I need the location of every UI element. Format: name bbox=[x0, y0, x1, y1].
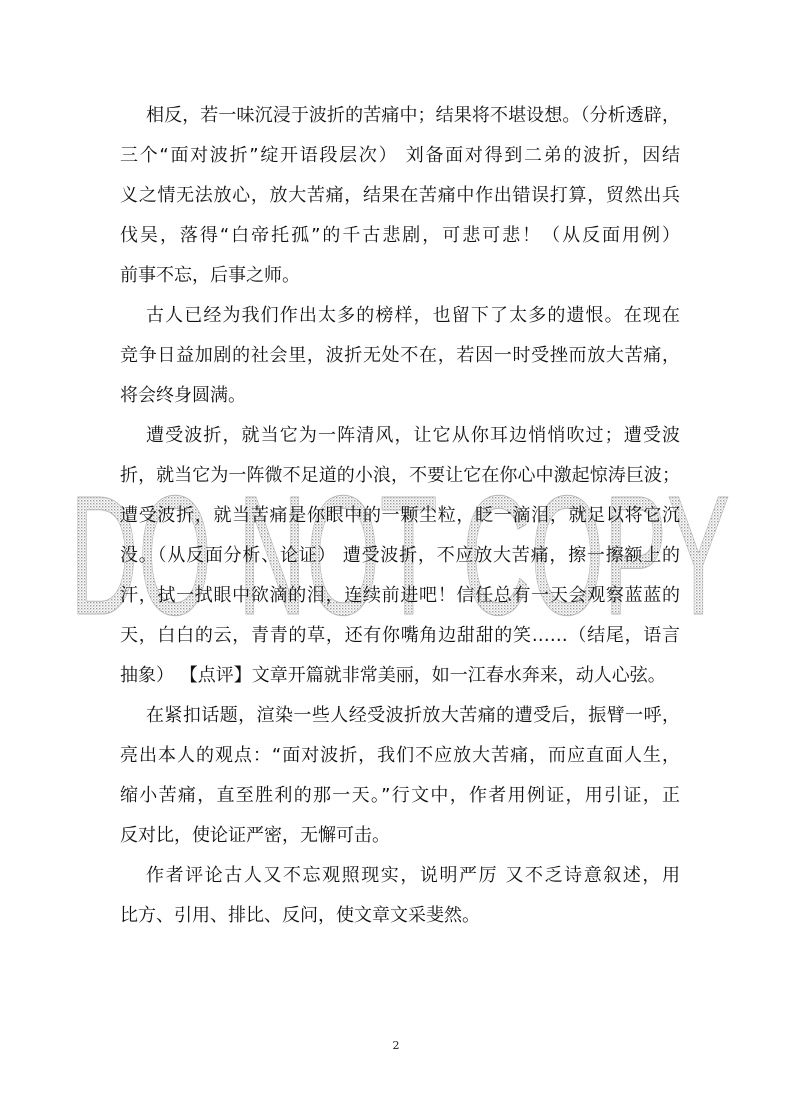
text-line: 遭受波折，就当苦痛是你眼中的一颗尘粒，眨一滴泪，就足以将它沉 bbox=[120, 505, 680, 526]
text-line: 将会终身圆满。 bbox=[120, 385, 246, 406]
text-line: 竞争日益加剧的社会里，波折无处不在，若因一时受挫而放大苦痛， bbox=[120, 345, 680, 366]
text-line: 折，就当它为一阵微不足道的小浪，不要让它在你心中激起惊涛巨波； bbox=[120, 465, 680, 486]
text-line: 在紧扣话题，渲染一些人经受波折放大苦痛的遭受后，振臂一呼， bbox=[146, 705, 680, 726]
watermark-text: DO NOT COPY bbox=[70, 482, 730, 632]
text-line: 三个“面对波折”绽开语段层次） 刘备面对得到二弟的波折，因结 bbox=[120, 145, 680, 166]
article-body bbox=[120, 96, 680, 936]
text-line: 前事不忘，后事之师。 bbox=[120, 265, 300, 286]
text-line: 抽象） 【点评】文章开篇就非常美丽，如一江春水奔来，动人心弦。 bbox=[120, 665, 666, 686]
text-line: 反对比，使论证严密，无懈可击。 bbox=[120, 825, 390, 846]
text-line: 义之情无法放心，放大苦痛，结果在苦痛中作出错误打算，贸然出兵 bbox=[120, 185, 680, 206]
text-line: 比方、引用、排比、反问，使文章文采斐然。 bbox=[120, 905, 480, 926]
text-line: 伐吴，落得“白帝托孤”的千古悲剧，可悲可悲！（从反面用例） bbox=[120, 225, 680, 246]
paragraph bbox=[120, 416, 680, 696]
text-line: 汗，拭一拭眼中欲滴的泪，连续前进吧！信任总有一天会观察蓝蓝的 bbox=[120, 585, 680, 606]
paragraph bbox=[120, 96, 680, 296]
text-line: 相反，若一味沉浸于波折的苦痛中；结果将不堪设想。（分析透辟， bbox=[146, 105, 680, 126]
text-line: 缩小苦痛，直至胜利的那一天。”行文中，作者用例证，用引证，正 bbox=[120, 785, 680, 806]
paragraph bbox=[120, 856, 680, 936]
text-line: 遭受波折，就当它为一阵清风，让它从你耳边悄悄吹过；遭受波 bbox=[146, 425, 680, 446]
text-line: 天，白白的云，青青的草，还有你嘴角边甜甜的笑……（结尾，语言 bbox=[120, 625, 680, 646]
text-line: 古人已经为我们作出太多的榜样，也留下了太多的遗恨。在现在 bbox=[146, 305, 680, 326]
paragraph bbox=[120, 296, 680, 416]
text-line: 亮出本人的观点：“面对波折，我们不应放大苦痛，而应直面人生， bbox=[120, 745, 680, 766]
page-number: 2 bbox=[392, 1039, 400, 1052]
text-line: 作者评论古人又不忘观照现实，说明严厉 又不乏诗意叙述，用 bbox=[146, 865, 680, 886]
text-line: 没。（从反面分析、论证） 遭受波折，不应放大苦痛，擦一擦额上的 bbox=[120, 545, 680, 566]
paragraph bbox=[120, 696, 680, 856]
